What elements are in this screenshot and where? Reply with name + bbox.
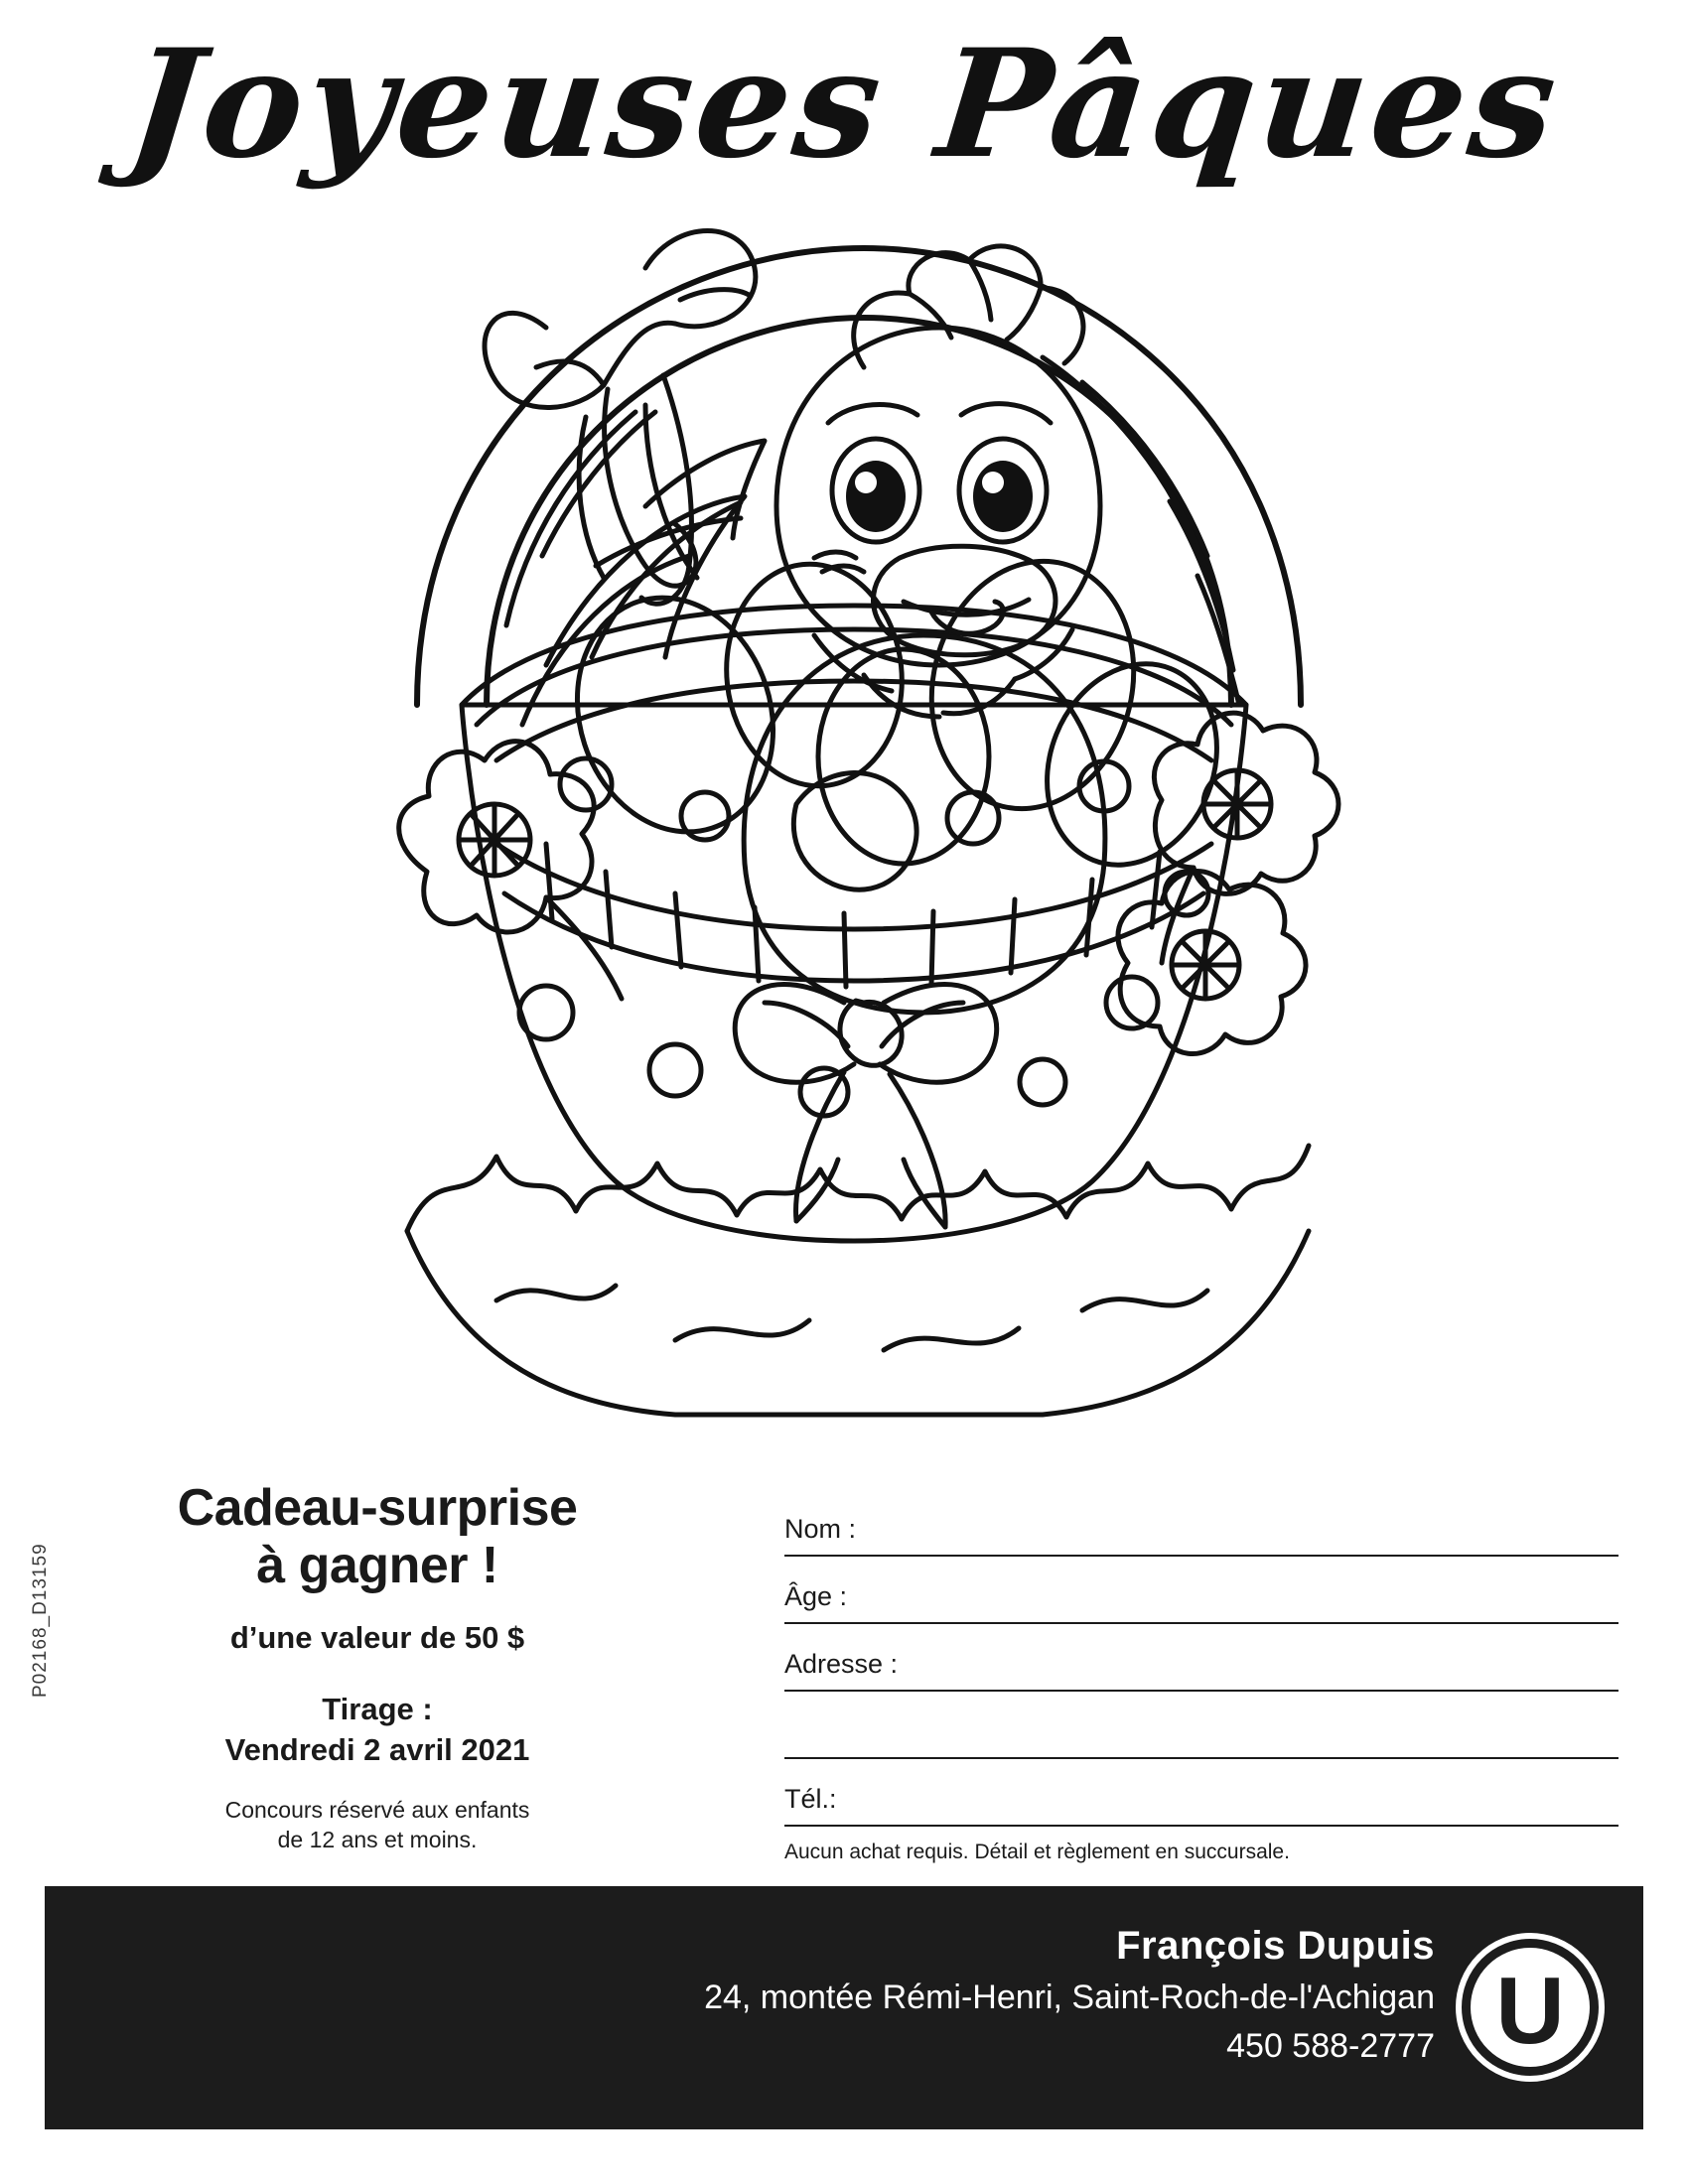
uniprix-logo-icon: [1455, 1932, 1606, 2083]
footer-contact-info: [704, 1924, 1435, 2066]
form-field-tel[interactable]: [784, 1759, 1618, 1827]
form-field-adresse-line2[interactable]: [784, 1692, 1618, 1759]
contest-rules-line1: Concours réservé aux enfants: [224, 1797, 530, 1824]
adresse-line2-input[interactable]: [923, 1716, 1603, 1749]
promo-headline-line2: à gagner !: [256, 1537, 498, 1595]
merchant-name: François Dupuis: [1116, 1924, 1435, 1968]
page-title: Joyeuses Pâques: [120, 17, 1568, 192]
form-field-age[interactable]: [784, 1557, 1618, 1624]
footer-bar: [45, 1886, 1643, 2129]
promo-headline: [109, 1479, 645, 1594]
svg-text:U: U: [1495, 1958, 1565, 2064]
promo-headline-line1: Cadeau-surprise: [177, 1479, 578, 1537]
form-label-nom: Nom :: [784, 1514, 857, 1544]
adresse-input[interactable]: [923, 1649, 1603, 1682]
form-field-nom[interactable]: [784, 1489, 1618, 1557]
form-label-adresse: Adresse :: [784, 1649, 899, 1679]
draw-label: Tirage :: [322, 1692, 433, 1727]
merchant-phone: 450 588-2777: [1226, 2027, 1435, 2065]
form-label-tel: Tél.:: [784, 1784, 837, 1814]
form-field-adresse[interactable]: [784, 1624, 1618, 1692]
age-input[interactable]: [923, 1581, 1603, 1614]
tel-input[interactable]: [923, 1784, 1603, 1817]
promo-info-block: [109, 1479, 645, 1855]
reference-code: P02168_D13159: [30, 1543, 51, 1698]
contest-rules: [109, 1796, 645, 1855]
nom-input[interactable]: [923, 1514, 1603, 1547]
promo-value: d’une valeur de 50 $: [229, 1620, 525, 1656]
form-label-age: Âge :: [784, 1581, 848, 1611]
easter-basket-chick-illustration: [348, 208, 1360, 1430]
contest-rules-line2: de 12 ans et moins.: [277, 1826, 478, 1852]
draw-date: Vendredi 2 avril 2021: [224, 1731, 530, 1767]
page-title-container: [0, 17, 1688, 192]
entry-form: [784, 1489, 1618, 1864]
merchant-address: 24, montée Rémi-Henri, Saint-Roch-de-l'Achigan: [704, 1979, 1435, 2016]
form-disclaimer: Aucun achat requis. Détail et règlement en succursale.: [784, 1841, 1290, 1863]
